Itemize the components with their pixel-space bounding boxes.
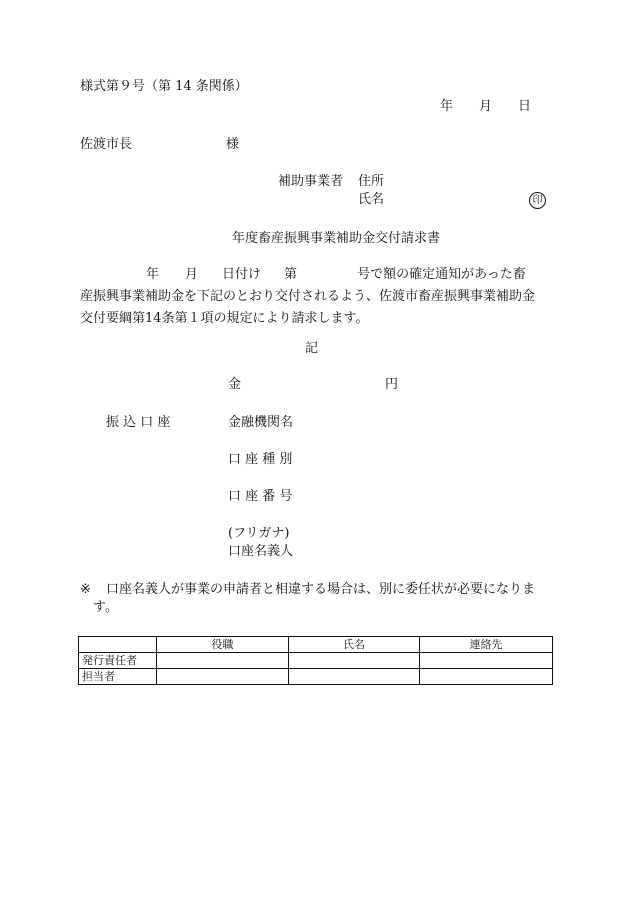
ki-heading: 記	[305, 341, 319, 356]
table-row	[79, 669, 553, 685]
addressee-honorific: 様	[226, 137, 240, 152]
amount-label: 金	[228, 377, 242, 392]
table-row	[79, 653, 553, 669]
applicant-address-label: 住所	[358, 174, 385, 189]
date-month: 月	[479, 99, 493, 114]
table-header-cell: 連絡先	[420, 637, 553, 653]
addressee-name: 佐渡市長	[80, 137, 133, 152]
table-cell[interactable]	[157, 653, 289, 669]
table-header-cell	[79, 637, 157, 653]
body-line-3: 交付要綱第14条第１項の規定により請求します。	[80, 311, 369, 326]
table-header-cell: 氏名	[289, 637, 420, 653]
request-body	[80, 264, 550, 330]
date-year: 年	[440, 99, 454, 114]
table-cell[interactable]	[157, 669, 289, 685]
table-header-cell: 役職	[157, 637, 289, 653]
body-dai: 第	[284, 267, 298, 282]
bank-institution-label: 金融機関名	[228, 415, 294, 430]
bank-section-label: 振 込 口 座	[106, 415, 171, 430]
date-day: 日	[518, 99, 532, 114]
table-row-label: 担当者	[79, 669, 157, 685]
note-text: 口座名義人が事業の申請者と相違する場合は、別に委任状が必要になりま	[106, 582, 536, 597]
body-date-suffix: 日付け	[222, 267, 262, 282]
account-number-label: 口 座 番 号	[228, 489, 293, 504]
table-cell[interactable]	[289, 653, 420, 669]
body-line-2: 産振興事業補助金を下記のとおり交付されるよう、佐渡市畜産振興事業補助金	[80, 289, 536, 304]
amount-unit: 円	[385, 377, 399, 392]
document-title: 年度畜産振興事業補助金交付請求書	[232, 231, 441, 246]
seal-mark	[529, 192, 546, 209]
table-cell[interactable]	[420, 669, 553, 685]
applicant-name-label: 氏名	[358, 192, 385, 207]
furigana-label: (フリガナ)	[228, 526, 290, 541]
responsibility-table	[78, 636, 553, 685]
table-header-row	[79, 637, 553, 653]
account-type-label: 口 座 種 別	[228, 452, 293, 467]
body-line-1	[80, 264, 550, 286]
table-cell[interactable]	[420, 653, 553, 669]
body-year: 年	[146, 267, 160, 282]
note-text-continued: す。	[93, 600, 118, 615]
table-row-label: 発行責任者	[79, 653, 157, 669]
table-cell[interactable]	[289, 669, 420, 685]
form-number: 様式第９号（第 14 条関係）	[80, 79, 248, 94]
note-mark: ※	[80, 582, 91, 597]
applicant-role: 補助事業者	[278, 174, 344, 189]
body-line-1-rest: 号で額の確定通知があった畜	[357, 267, 526, 282]
seal-icon: 印	[529, 192, 546, 209]
body-month: 月	[185, 267, 199, 282]
account-holder-label: 口座名義人	[228, 544, 294, 559]
